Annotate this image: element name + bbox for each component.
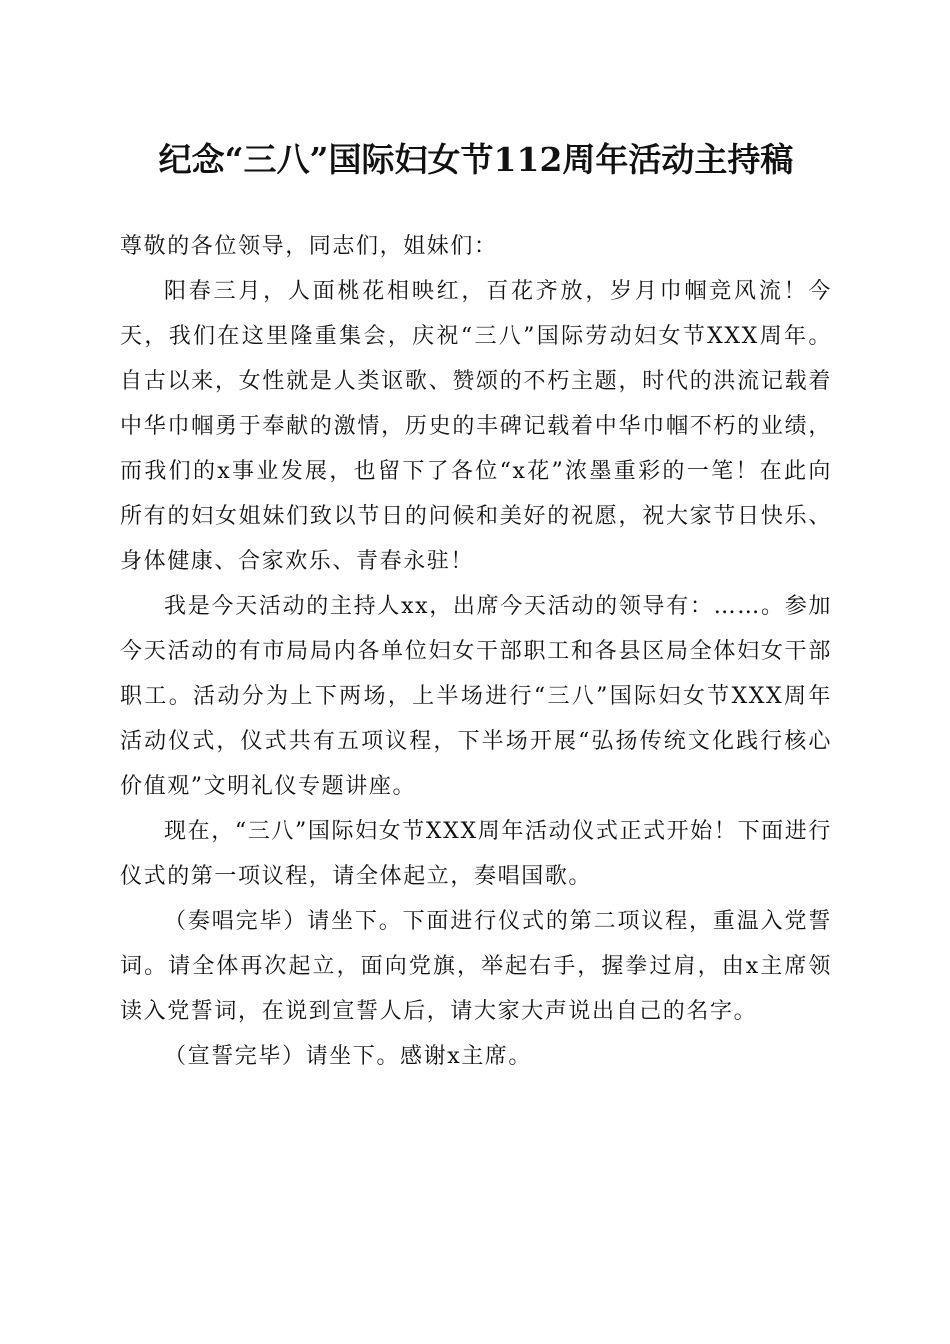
paragraph-host-introduction: 我是今天活动的主持人xx，出席今天活动的领导有：……。参加今天活动的有市局局内各单位妇女干部职工和各县区局全体妇女干部职工。活动分为上下两场，上半场进行“三八”国际妇女节XXX周年活动仪式，仪式共有五项议程，下半场开展“弘扬传统文化践行核心价值观”文明礼仪专题讲座。 (120, 594, 832, 799)
document-body (120, 224, 832, 1079)
document-page (120, 0, 832, 1079)
paragraph-oath-review: （奏唱完毕）请坐下。下面进行仪式的第二项议程，重温入党誓词。请全体再次起立，面向党旗，举起右手，握拳过肩，由x主席领读入党誓词，在说到宣誓人后，请大家大声说出自己的名字。 (120, 909, 832, 1024)
salutation: 尊敬的各位领导，同志们，姐妹们： (120, 234, 498, 259)
document-title: 纪念“三八”国际妇女节112周年活动主持稿 (158, 140, 794, 179)
paragraph-ceremony-start: 现在，“三八”国际妇女节XXX周年活动仪式正式开始！下面进行仪式的第一项议程，请全体起立，奏唱国歌。 (120, 819, 832, 889)
paragraph-opening: 阳春三月，人面桃花相映红，百花齐放，岁月巾帼竞风流！今天，我们在这里隆重集会，庆祝“三八”国际劳动妇女节XXX周年。自古以来，女性就是人类讴歌、赞颂的不朽主题，时代的洪流记载着中华巾帼勇于奉献的激情，历史的丰碑记载着中华巾帼不朽的业绩，而我们的x事业发展，也留下了各位“x花”浓墨重彩的一笔！在此向所有的妇女姐妹们致以节日的问候和美好的祝愿，祝大家节日快乐、身体健康、合家欢乐、青春永驻！ (120, 279, 832, 574)
paragraph-thanks: （宣誓完毕）请坐下。感谢x主席。 (164, 1044, 533, 1069)
